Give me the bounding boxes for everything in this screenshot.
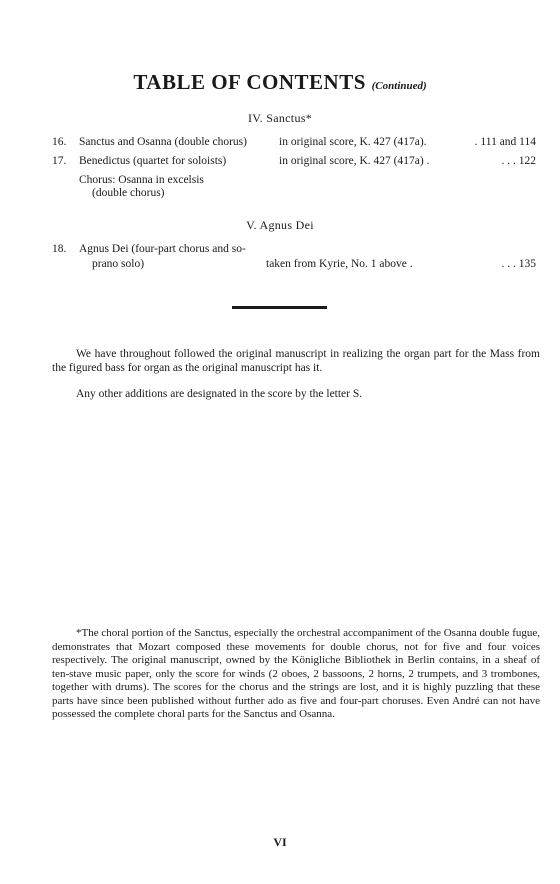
footnote: *The choral portion of the Sanctus, especially the orchestral accompaniment of the Osanna double fugue, demonstrates that Mozart composed these movements for double chorus, not for five and four voices respectively. The original manuscript, owned by the Königliche Bibliothek in Berlin contains, in a sheaf of ten-stave music paper, only the score for winds (2 oboes, 2 bassoons, 2 horns, 2 trumpets, and 3 trombones, together with drums). The scores for the chorus and the strings are lost, and it is highly puzzling that these parts have since been published without further ado as five and four-part choruses. Even André can not have possessed the complete choral parts for the Sanctus and Osanna. bbox=[52, 627, 540, 720]
entry-page: . . . 122 bbox=[501, 155, 536, 167]
body-paragraph-organ: We have throughout followed the original manuscript in realizing the organ part for the Mass from the figured bass for organ as the original manuscript has it. bbox=[52, 348, 540, 374]
page-title bbox=[0, 70, 560, 95]
section-heading-agnus-dei: V. Agnus Dei bbox=[246, 218, 314, 232]
title-continued: (Continued) bbox=[371, 80, 427, 92]
entry-title: Benedictus (quartet for soloists) bbox=[79, 155, 227, 167]
entry-source: in original score, K. 427 (417a). bbox=[279, 136, 427, 148]
body-paragraph-additions: Any other additions are designated in the score by the letter S. bbox=[76, 388, 363, 400]
entry-title: Sanctus and Osanna (double chorus) bbox=[79, 136, 247, 148]
entry-title-line1: Agnus Dei (four-part chorus and so- bbox=[79, 243, 246, 255]
entry-subnote-line1: Chorus: Osanna in excelsis bbox=[79, 174, 204, 186]
entry-source: in original score, K. 427 (417a) . bbox=[279, 155, 430, 167]
entry-page: . . . 135 bbox=[501, 258, 536, 270]
entry-source: taken from Kyrie, No. 1 above . bbox=[266, 258, 413, 270]
title-text: TABLE OF CONTENTS bbox=[133, 70, 366, 94]
section-heading-sanctus: IV. Sanctus* bbox=[247, 111, 313, 125]
page-number: VI bbox=[273, 835, 287, 849]
section-divider bbox=[232, 306, 327, 309]
entry-subnote-line2: (double chorus) bbox=[92, 187, 165, 199]
entry-number: 16. bbox=[52, 136, 67, 148]
entry-title-line2: prano solo) bbox=[92, 258, 145, 270]
entry-number: 18. bbox=[52, 243, 67, 255]
entry-page: . 111 and 114 bbox=[474, 136, 536, 148]
entry-number: 17. bbox=[52, 155, 67, 167]
